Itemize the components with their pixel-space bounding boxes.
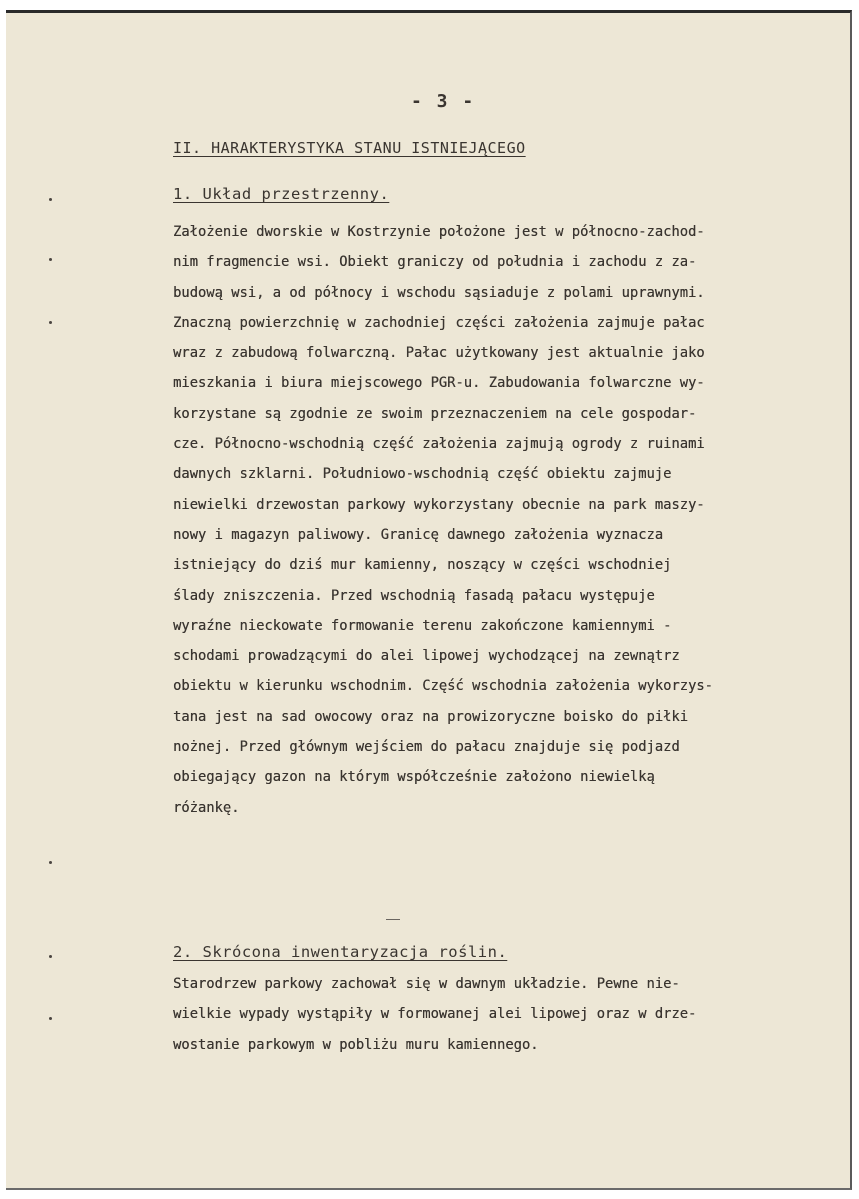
text-line: korzystane są zgodnie ze swoim przeznaczeniem na cele gospodar-: [173, 405, 697, 422]
margin-dot: [49, 861, 52, 864]
text-line: Znaczną powierzchnię w zachodniej części założenia zajmuje pałac: [173, 314, 705, 331]
page-number: - 3 -: [411, 91, 476, 112]
text-line: wielkie wypady wystąpiły w formowanej alei lipowej oraz w drze-: [173, 1006, 697, 1023]
document-page: [6, 10, 852, 1190]
text-line: różankę.: [173, 799, 240, 816]
subsection-1-paragraph: [173, 217, 853, 823]
text-line: nim fragmencie wsi. Obiekt graniczy od południa i zachodu z za-: [173, 254, 697, 271]
margin-dot: [49, 258, 52, 261]
text-line: ślady zniszczenia. Przed wschodnią fasadą pałacu występuje: [173, 587, 655, 604]
text-line: budową wsi, a od północy i wschodu sąsiaduje z polami uprawnymi.: [173, 284, 705, 301]
text-line: nowy i magazyn paliwowy. Granicę dawnego założenia wyznacza: [173, 526, 664, 543]
text-line: Starodrzew parkowy zachował się w dawnym układzie. Pewne nie-: [173, 976, 680, 992]
margin-dot: [49, 321, 52, 324]
text-line: obiektu w kierunku wschodnim. Część wschodnia założenia wykorzys-: [173, 678, 713, 695]
subsection-2-paragraph: [173, 969, 853, 1060]
text-line: wostanie parkowym w pobliżu muru kamiennego.: [173, 1036, 539, 1053]
margin-dot: [49, 955, 52, 958]
text-line: mieszkania i biura miejscowego PGR-u. Zabudowania folwarczne wy-: [173, 375, 705, 392]
subsection-2-title: 2. Skrócona inwentaryzacja roślin.: [173, 943, 508, 961]
margin-dot: [49, 1017, 52, 1020]
text-line: cze. Północno-wschodnią część założenia zajmują ogrody z ruinami: [173, 436, 705, 453]
text-line: tana jest na sad owocowy oraz na prowizoryczne boisko do piłki: [173, 708, 688, 725]
text-line: dawnych szklarni. Południowo-wschodnią część obiektu zajmuje: [173, 466, 672, 483]
margin-dot: [49, 198, 52, 201]
section-title: II. HARAKTERYSTYKA STANU ISTNIEJĄCEGO: [173, 139, 526, 157]
text-line: niewielki drzewostan parkowy wykorzystany obecnie na park maszy-: [173, 496, 705, 513]
text-line: wraz z zabudową folwarczną. Pałac użytkowany jest aktualnie jako: [173, 345, 705, 362]
text-line: wyraźne nieckowate formowanie terenu zakończone kamiennymi -: [173, 617, 672, 634]
subsection-1-title: 1. Układ przestrzenny.: [173, 185, 390, 203]
text-line: Założenie dworskie w Kostrzynie położone jest w północno-zachod-: [173, 224, 705, 240]
separator-dash: [386, 919, 400, 920]
text-line: schodami prowadzącymi do alei lipowej wychodzącej na zewnątrz: [173, 648, 680, 665]
text-line: obiegający gazon na którym współcześnie założono niewielką: [173, 769, 655, 786]
text-line: nożnej. Przed głównym wejściem do pałacu znajduje się podjazd: [173, 739, 680, 756]
text-line: istniejący do dziś mur kamienny, noszący w części wschodniej: [173, 557, 672, 574]
